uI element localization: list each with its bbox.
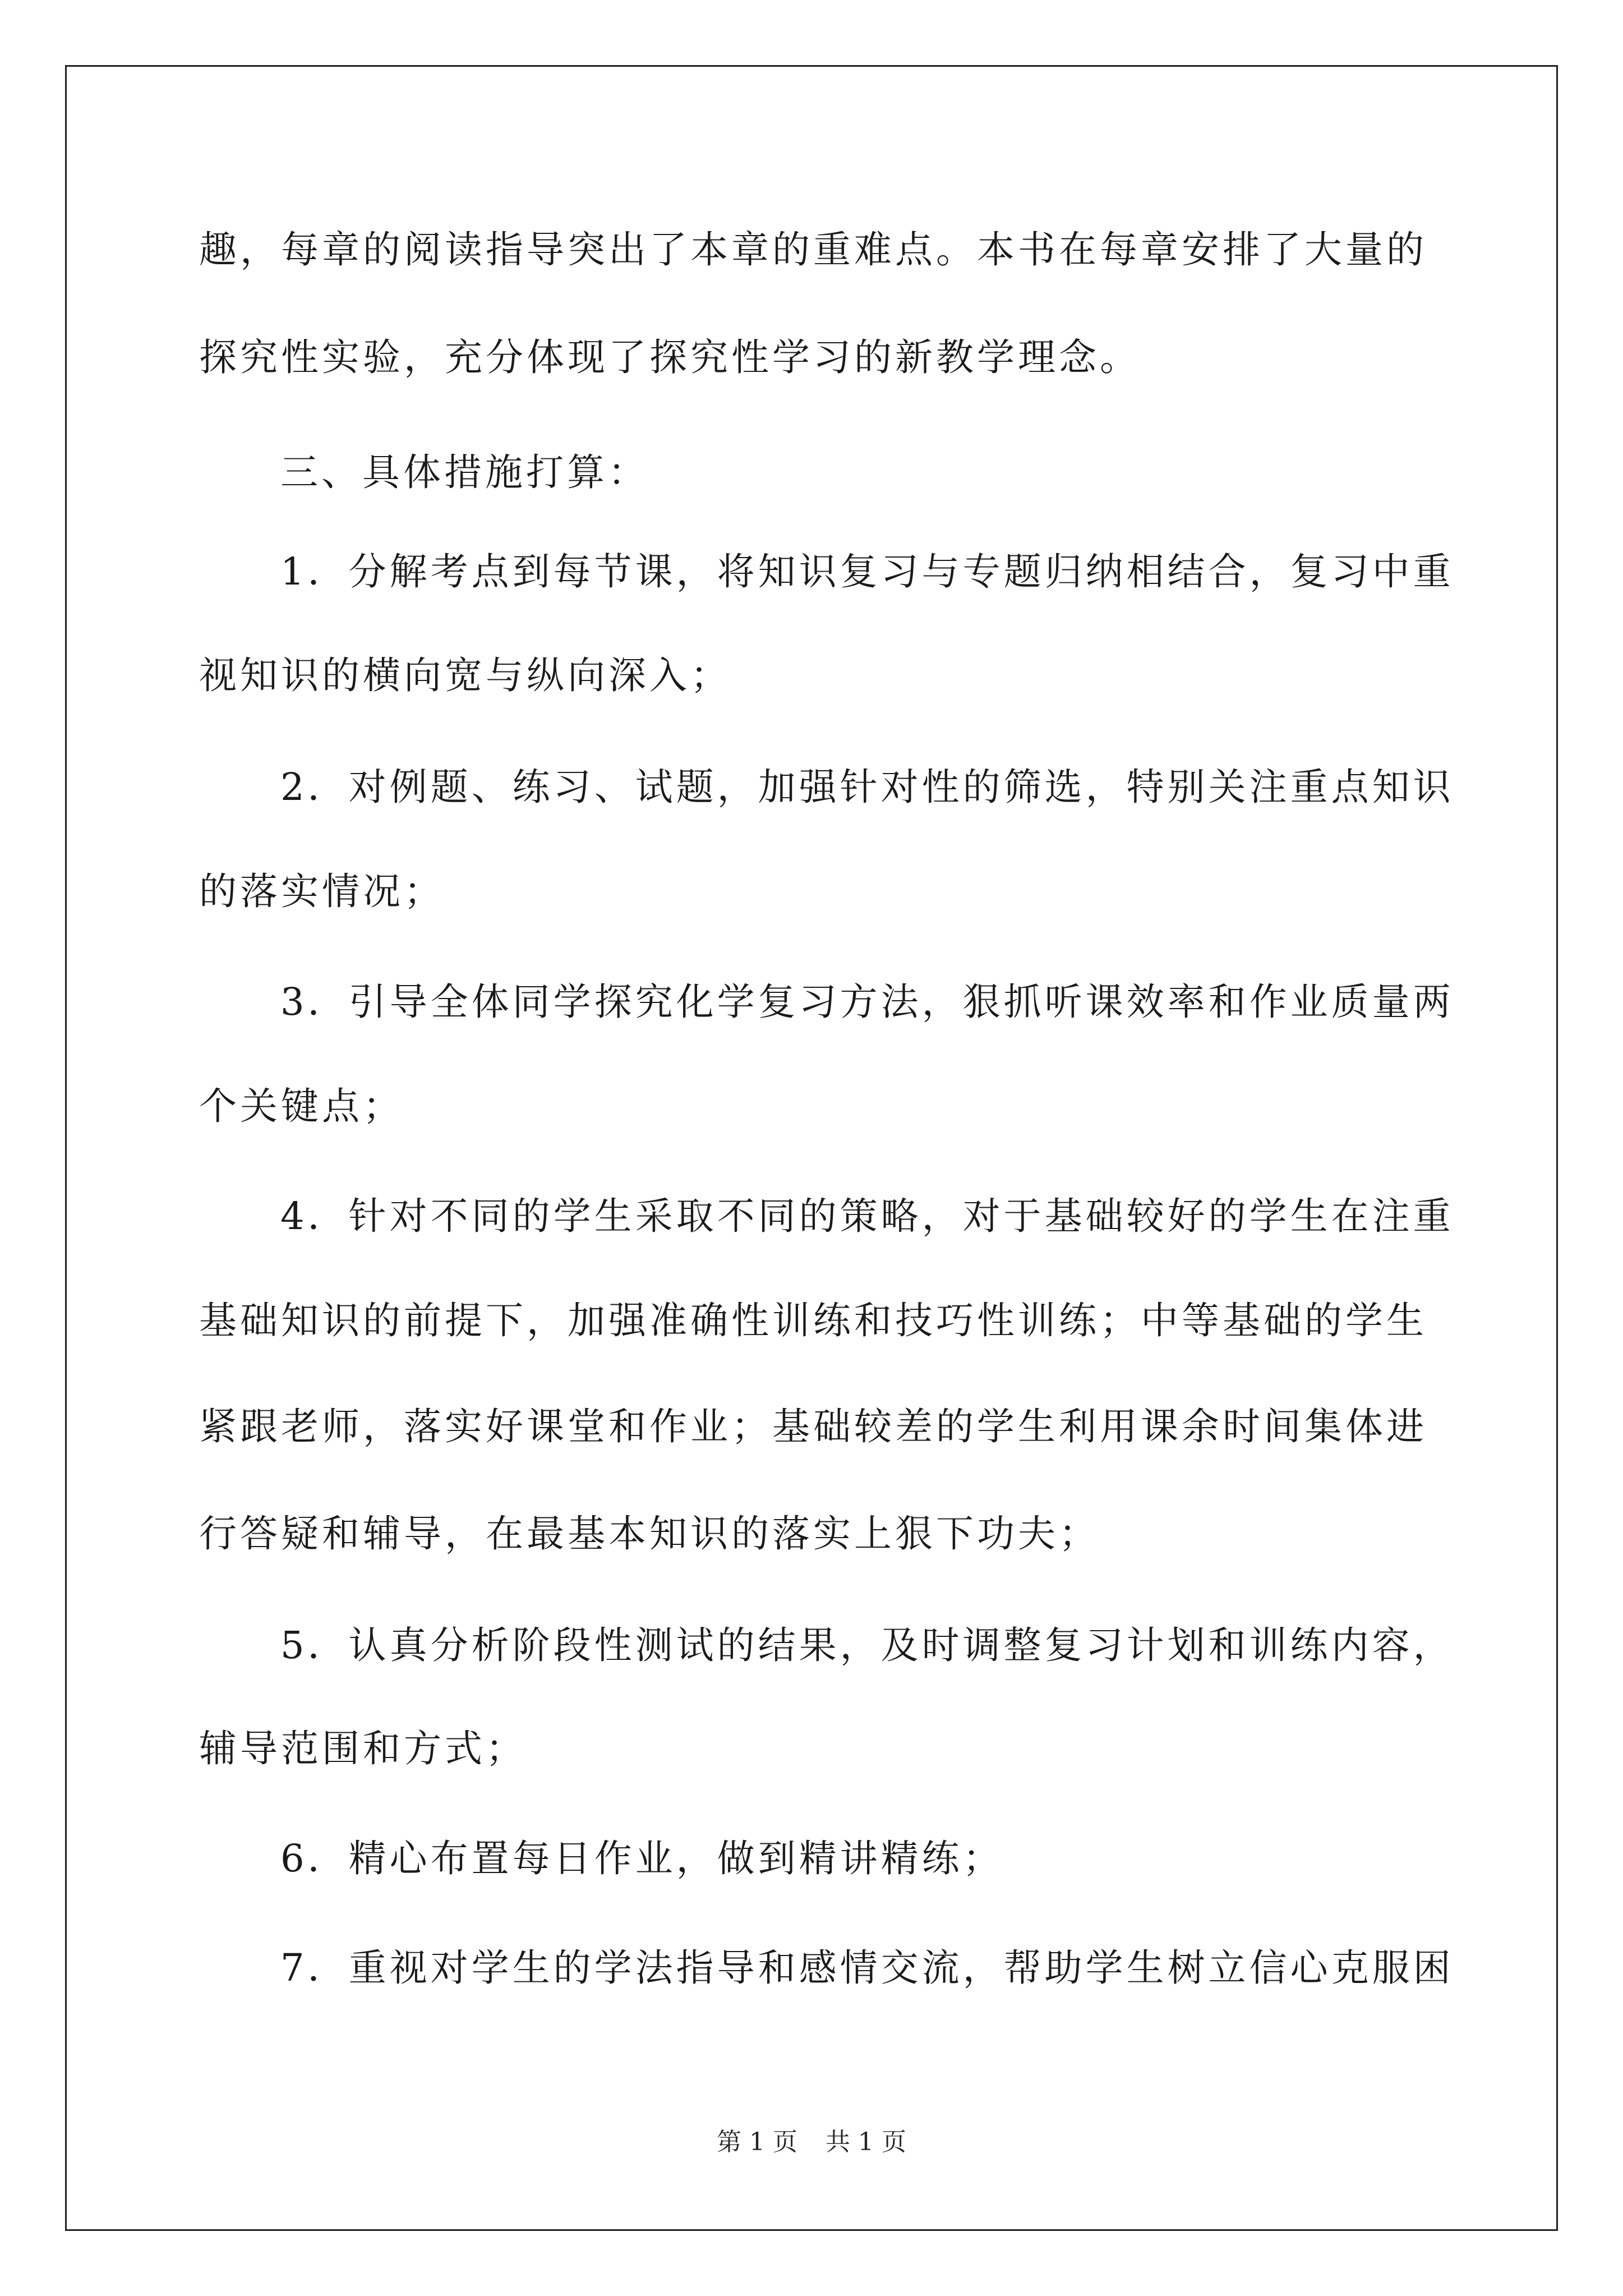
text-line: 2．对例题、练习、试题，加强针对性的筛选，特别关注重点知识: [280, 765, 1454, 809]
text-line: 探究性实验，充分体现了探究性学习的新教学理念。: [199, 335, 1141, 379]
text-line: 行答疑和辅导，在最基本知识的落实上狠下功夫；: [199, 1512, 1100, 1556]
text-line: 1．分解考点到每节课，将知识复习与专题归纳相结合，复习中重: [280, 550, 1454, 593]
page-number: 第 1 页: [717, 2128, 797, 2156]
page-footer: [0, 2122, 1623, 2157]
text-line: 视知识的横向宽与纵向深入；: [199, 654, 731, 697]
text-line: 个关键点；: [199, 1084, 404, 1128]
text-line: 5．认真分析阶段性测试的结果，及时调整复习计划和训练内容，: [280, 1623, 1454, 1667]
text-line: 趣，每章的阅读指导突出了本章的重难点。本书在每章安排了大量的: [199, 228, 1427, 272]
text-line: 4．针对不同的学生采取不同的策略，对于基础较好的学生在注重: [280, 1194, 1454, 1238]
text-line: 辅导范围和方式；: [199, 1727, 527, 1770]
text-line: 的落实情况；: [199, 869, 445, 913]
text-line: 基础知识的前提下，加强准确性训练和技巧性训练；中等基础的学生: [199, 1299, 1427, 1342]
text-line: 3．引导全体同学探究化学复习方法，狠抓听课效率和作业质量两: [280, 980, 1454, 1024]
text-line: 紧跟老师，落实好课堂和作业；基础较差的学生利用课余时间集体进: [199, 1405, 1427, 1448]
page-border: [65, 65, 1558, 2231]
section-heading: 三、具体措施打算：: [280, 450, 649, 494]
text-line: 7．重视对学生的学法指导和感情交流，帮助学生树立信心克服困: [280, 1946, 1454, 1990]
page-total: 共 1 页: [826, 2128, 906, 2156]
text-line: 6．精心布置每日作业，做到精讲精练；: [280, 1837, 1004, 1880]
